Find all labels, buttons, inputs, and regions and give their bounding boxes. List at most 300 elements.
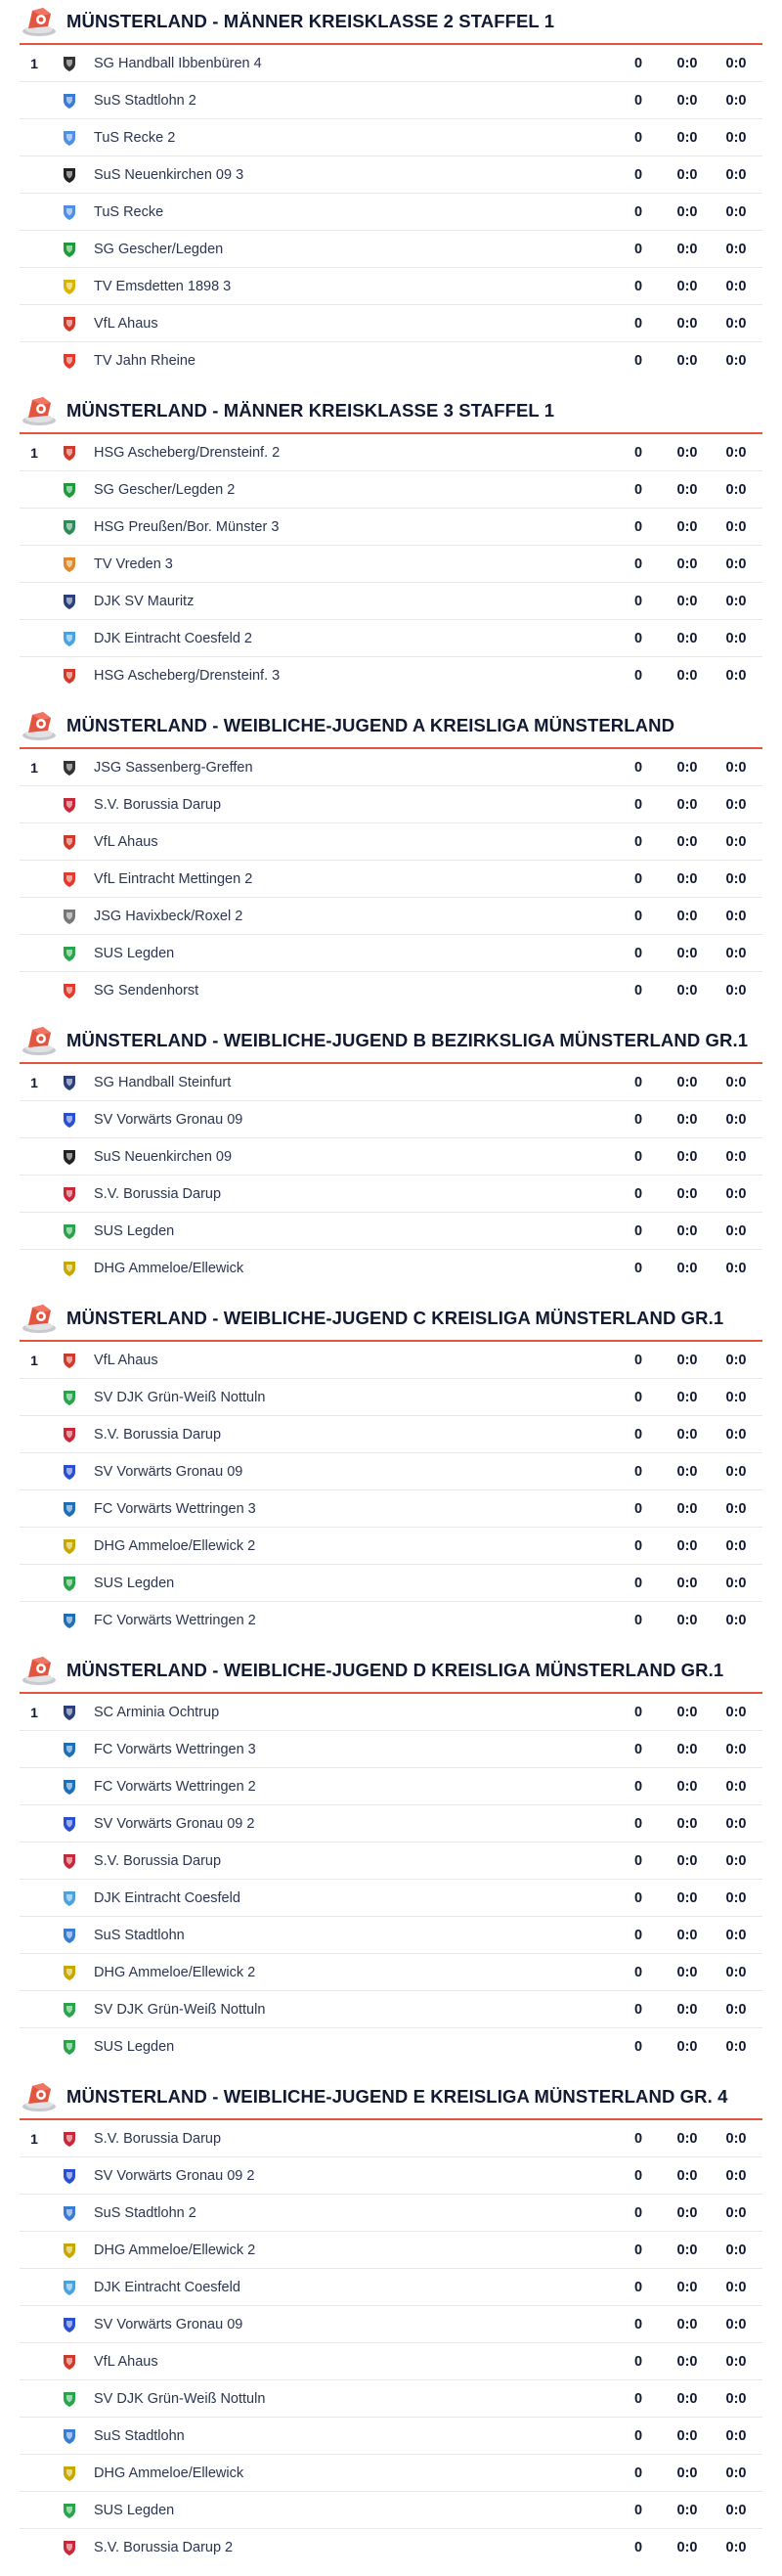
league-title[interactable]: MÜNSTERLAND - MÄNNER KREISKLASSE 3 STAFFEL 1 (66, 400, 555, 421)
team-row[interactable] (20, 2232, 762, 2269)
team-row[interactable] (20, 471, 762, 509)
team-name-link[interactable]: DJK Eintracht Coesfeld (94, 1889, 240, 1906)
goals-ratio: 0:0 (676, 833, 698, 850)
team-row[interactable] (20, 509, 762, 546)
goals-ratio: 0:0 (676, 1575, 698, 1591)
team-row[interactable] (20, 1176, 762, 1213)
club-crest-green-icon (61, 1575, 78, 1592)
team-row[interactable] (20, 1528, 762, 1565)
club-crest-red-icon (61, 2539, 78, 2556)
games-played: 0 (633, 593, 643, 609)
games-played: 0 (633, 1148, 643, 1165)
team-row[interactable] (20, 1805, 762, 1843)
club-crest-blue-icon (61, 2167, 78, 2185)
team-name-link[interactable]: FC Vorwärts Wettringen 3 (94, 1741, 256, 1757)
team-row[interactable] (20, 898, 762, 935)
team-row[interactable] (20, 2529, 762, 2566)
club-crest-green-icon (61, 1222, 78, 1240)
team-name-link[interactable]: TuS Recke (94, 203, 164, 220)
points-ratio: 0:0 (725, 2390, 747, 2407)
club-crest-orange-icon (61, 555, 78, 573)
goals-ratio: 0:0 (676, 2465, 698, 2481)
points-ratio: 0:0 (725, 870, 747, 887)
games-played: 0 (633, 1575, 643, 1591)
points-ratio: 0:0 (725, 2540, 747, 2555)
goals-ratio: 0:0 (676, 278, 698, 294)
goals-ratio: 0:0 (676, 1741, 698, 1757)
goals-ratio: 0:0 (676, 945, 698, 961)
team-row[interactable] (20, 342, 762, 379)
goals-ratio: 0:0 (676, 2130, 698, 2147)
games-played: 0 (633, 1741, 643, 1757)
team-name-link[interactable]: VfL Ahaus (94, 2353, 158, 2370)
club-crest-black-icon (61, 1148, 78, 1166)
team-row[interactable] (20, 434, 762, 471)
team-name-link[interactable]: VfL Ahaus (94, 315, 158, 332)
team-name-link[interactable]: FC Vorwärts Wettringen 2 (94, 1613, 256, 1628)
team-row[interactable] (20, 972, 762, 1009)
points-ratio: 0:0 (725, 1927, 747, 1943)
team-row[interactable] (20, 583, 762, 620)
team-name-link[interactable]: TuS Recke 2 (94, 129, 176, 146)
team-rank: 1 (30, 1704, 38, 1720)
team-row[interactable] (20, 1213, 762, 1250)
team-name-link[interactable]: S.V. Borussia Darup (94, 1426, 222, 1443)
club-crest-blue-icon (61, 2427, 78, 2445)
games-played: 0 (633, 518, 643, 535)
games-played: 0 (633, 1185, 643, 1202)
club-crest-yellow-icon (61, 1964, 78, 1981)
club-crest-red-icon (61, 870, 78, 888)
team-row[interactable] (20, 2120, 762, 2157)
team-name-link[interactable]: SuS Stadtlohn (94, 2427, 185, 2444)
team-name-link[interactable]: FC Vorwärts Wettringen 2 (94, 1778, 256, 1795)
games-played: 0 (633, 555, 643, 572)
team-name-link[interactable]: SG Handball Ibbenbüren 4 (94, 55, 262, 71)
goals-ratio: 0:0 (676, 668, 698, 684)
points-ratio: 0:0 (725, 833, 747, 850)
games-played: 0 (633, 2279, 643, 2295)
league-title[interactable]: MÜNSTERLAND - WEIBLICHE-JUGEND A KREISLIGA MÜNSTERLAND (66, 715, 675, 735)
league-header (20, 1649, 762, 1694)
team-name-link[interactable]: TV Emsdetten 1898 3 (94, 278, 232, 294)
team-row[interactable] (20, 823, 762, 861)
team-row[interactable] (20, 657, 762, 694)
team-name-link[interactable]: SV Vorwärts Gronau 09 (94, 2316, 243, 2332)
team-row[interactable] (20, 786, 762, 823)
team-name-link[interactable]: SuS Neuenkirchen 09 3 (94, 166, 244, 183)
points-ratio: 0:0 (725, 1222, 747, 1239)
goals-ratio: 0:0 (676, 353, 698, 369)
team-row[interactable] (20, 935, 762, 972)
team-name-link[interactable]: VfL Ahaus (94, 833, 158, 850)
games-played: 0 (633, 2540, 643, 2555)
points-ratio: 0:0 (725, 1426, 747, 1443)
team-name-link[interactable]: TV Jahn Rheine (94, 353, 196, 369)
club-crest-blue-icon (61, 1500, 78, 1518)
points-ratio: 0:0 (725, 1815, 747, 1832)
games-played: 0 (633, 129, 643, 146)
club-crest-green-icon (61, 518, 78, 536)
games-played: 0 (633, 2427, 643, 2444)
team-row[interactable] (20, 546, 762, 583)
team-name-link[interactable]: DHG Ammeloe/Ellewick (94, 2465, 244, 2481)
team-name-link[interactable]: SG Gescher/Legden (94, 241, 224, 257)
goals-ratio: 0:0 (676, 759, 698, 776)
points-ratio: 0:0 (725, 2465, 747, 2481)
team-row[interactable] (20, 2455, 762, 2492)
team-row[interactable] (20, 1342, 762, 1379)
league-title[interactable]: MÜNSTERLAND - WEIBLICHE-JUGEND B BEZIRKSLIGA MÜNSTERLAND GR.1 (66, 1030, 749, 1050)
team-row[interactable] (20, 861, 762, 898)
club-crest-black-icon (61, 55, 78, 72)
goals-ratio: 0:0 (676, 2039, 698, 2055)
team-name-link[interactable]: SG Handball Steinfurt (94, 1074, 232, 1090)
team-name-link[interactable]: SV DJK Grün-Weiß Nottuln (94, 2001, 266, 2018)
points-ratio: 0:0 (725, 668, 747, 684)
team-name-link[interactable]: SUS Legden (94, 2039, 175, 2055)
team-row[interactable] (20, 620, 762, 657)
team-row[interactable] (20, 268, 762, 305)
points-ratio: 0:0 (725, 1852, 747, 1869)
points-ratio: 0:0 (725, 2316, 747, 2332)
team-row[interactable] (20, 45, 762, 82)
games-played: 0 (633, 2465, 643, 2481)
team-row[interactable] (20, 1917, 762, 1954)
team-row[interactable] (20, 2306, 762, 2343)
team-name-link[interactable]: HSG Preußen/Bor. Münster 3 (94, 518, 280, 535)
goals-ratio: 0:0 (676, 593, 698, 609)
club-crest-yellow-icon (61, 1537, 78, 1555)
goals-ratio: 0:0 (676, 2204, 698, 2221)
club-crest-green-icon (61, 945, 78, 962)
team-name-link[interactable]: VfL Eintracht Mettingen 2 (94, 870, 253, 887)
points-ratio: 0:0 (725, 1741, 747, 1757)
team-name-link[interactable]: DHG Ammeloe/Ellewick (94, 1261, 244, 1276)
team-name-link[interactable]: DJK SV Mauritz (94, 593, 195, 609)
points-ratio: 0:0 (725, 1778, 747, 1795)
points-ratio: 0:0 (725, 1261, 747, 1276)
league-title[interactable]: MÜNSTERLAND - MÄNNER KREISKLASSE 2 STAFFEL 1 (66, 11, 555, 31)
club-crest-yellow-icon (61, 278, 78, 295)
games-played: 0 (633, 908, 643, 924)
club-crest-black-icon (61, 759, 78, 777)
goals-ratio: 0:0 (676, 1111, 698, 1128)
team-name-link[interactable]: SG Gescher/Legden 2 (94, 481, 236, 498)
team-name-link[interactable]: DHG Ammeloe/Ellewick 2 (94, 1537, 256, 1554)
games-played: 0 (633, 759, 643, 776)
club-crest-green-icon (61, 2390, 78, 2408)
points-ratio: 0:0 (725, 129, 747, 146)
goals-ratio: 0:0 (676, 1222, 698, 1239)
league-title[interactable]: MÜNSTERLAND - WEIBLICHE-JUGEND C KREISLIGA MÜNSTERLAND GR.1 (66, 1308, 724, 1328)
club-crest-red-icon (61, 352, 78, 370)
games-played: 0 (633, 2502, 643, 2518)
games-played: 0 (633, 2167, 643, 2184)
team-row[interactable] (20, 194, 762, 231)
team-row[interactable] (20, 2380, 762, 2418)
games-played: 0 (633, 203, 643, 220)
points-ratio: 0:0 (725, 908, 747, 924)
games-played: 0 (633, 2001, 643, 2018)
team-rank: 1 (30, 1352, 38, 1368)
team-name-link[interactable]: SuS Stadtlohn 2 (94, 92, 196, 109)
team-name-link[interactable]: JSG Sassenberg-Greffen (94, 759, 253, 776)
team-name-link[interactable]: SC Arminia Ochtrup (94, 1704, 220, 1720)
league-table (20, 2075, 762, 2566)
goals-ratio: 0:0 (676, 630, 698, 646)
team-row[interactable] (20, 749, 762, 786)
points-ratio: 0:0 (725, 55, 747, 71)
team-row[interactable] (20, 1101, 762, 1138)
games-played: 0 (633, 1537, 643, 1554)
team-name-link[interactable]: DJK Eintracht Coesfeld 2 (94, 630, 252, 646)
club-crest-green-icon (61, 1389, 78, 1406)
team-row[interactable] (20, 1731, 762, 1768)
points-ratio: 0:0 (725, 315, 747, 332)
team-name-link[interactable]: SV DJK Grün-Weiß Nottuln (94, 1389, 266, 1405)
league-logo-icon (20, 709, 59, 742)
goals-ratio: 0:0 (676, 518, 698, 535)
team-row[interactable] (20, 1694, 762, 1731)
points-ratio: 0:0 (725, 759, 747, 776)
league-table (20, 704, 762, 1009)
points-ratio: 0:0 (725, 2502, 747, 2518)
club-crest-blue-icon (61, 2316, 78, 2333)
team-row[interactable] (20, 1064, 762, 1101)
games-played: 0 (633, 1815, 643, 1832)
club-crest-lightblue-icon (61, 1889, 78, 1907)
goals-ratio: 0:0 (676, 1463, 698, 1480)
team-name-link[interactable]: SuS Stadtlohn (94, 1927, 185, 1943)
team-row[interactable] (20, 305, 762, 342)
games-played: 0 (633, 1352, 643, 1368)
points-ratio: 0:0 (725, 2353, 747, 2370)
team-row[interactable] (20, 2269, 762, 2306)
games-played: 0 (633, 2242, 643, 2258)
games-played: 0 (633, 2039, 643, 2055)
team-name-link[interactable]: SUS Legden (94, 2502, 175, 2518)
points-ratio: 0:0 (725, 241, 747, 257)
goals-ratio: 0:0 (676, 166, 698, 183)
goals-ratio: 0:0 (676, 2427, 698, 2444)
goals-ratio: 0:0 (676, 315, 698, 332)
games-played: 0 (633, 2390, 643, 2407)
points-ratio: 0:0 (725, 1500, 747, 1517)
games-played: 0 (633, 2130, 643, 2147)
team-row[interactable] (20, 1768, 762, 1805)
goals-ratio: 0:0 (676, 983, 698, 999)
team-row[interactable] (20, 2028, 762, 2065)
club-crest-red-icon (61, 1852, 78, 1870)
points-ratio: 0:0 (725, 1575, 747, 1591)
team-name-link[interactable]: SG Sendenhorst (94, 983, 199, 999)
team-name-link[interactable]: SUS Legden (94, 1222, 175, 1239)
team-name-link[interactable]: VfL Ahaus (94, 1352, 158, 1368)
team-name-link[interactable]: DHG Ammeloe/Ellewick 2 (94, 2242, 256, 2258)
club-crest-yellow-icon (61, 1260, 78, 1277)
points-ratio: 0:0 (725, 1613, 747, 1628)
points-ratio: 0:0 (725, 593, 747, 609)
games-played: 0 (633, 241, 643, 257)
points-ratio: 0:0 (725, 1111, 747, 1128)
goals-ratio: 0:0 (676, 908, 698, 924)
team-name-link[interactable]: SV DJK Grün-Weiß Nottuln (94, 2390, 266, 2407)
team-row[interactable] (20, 1490, 762, 1528)
team-name-link[interactable]: SV Vorwärts Gronau 09 (94, 1111, 243, 1128)
club-crest-green-icon (61, 241, 78, 258)
team-row[interactable] (20, 1954, 762, 1991)
team-row[interactable] (20, 119, 762, 156)
club-crest-red-icon (61, 315, 78, 333)
team-row[interactable] (20, 1843, 762, 1880)
section-gap (0, 379, 782, 389)
team-name-link[interactable]: JSG Havixbeck/Roxel 2 (94, 908, 243, 924)
club-crest-red-icon (61, 444, 78, 462)
team-row[interactable] (20, 2343, 762, 2380)
league-header (20, 0, 762, 45)
team-row[interactable] (20, 2195, 762, 2232)
goals-ratio: 0:0 (676, 1074, 698, 1090)
points-ratio: 0:0 (725, 2167, 747, 2184)
team-row[interactable] (20, 231, 762, 268)
points-ratio: 0:0 (725, 555, 747, 572)
team-row[interactable] (20, 1602, 762, 1639)
club-crest-blue-icon (61, 1778, 78, 1796)
team-row[interactable] (20, 1416, 762, 1453)
team-name-link[interactable]: S.V. Borussia Darup (94, 796, 222, 813)
points-ratio: 0:0 (725, 1704, 747, 1720)
team-row[interactable] (20, 1880, 762, 1917)
team-rank: 1 (30, 444, 38, 461)
goals-ratio: 0:0 (676, 444, 698, 461)
section-gap (0, 1009, 782, 1019)
club-crest-navy-icon (61, 1704, 78, 1721)
points-ratio: 0:0 (725, 1389, 747, 1405)
goals-ratio: 0:0 (676, 1537, 698, 1554)
goals-ratio: 0:0 (676, 2167, 698, 2184)
club-crest-navy-icon (61, 593, 78, 610)
games-played: 0 (633, 1222, 643, 1239)
club-crest-blue-icon (61, 92, 78, 110)
team-row[interactable] (20, 1379, 762, 1416)
points-ratio: 0:0 (725, 444, 747, 461)
goals-ratio: 0:0 (676, 1613, 698, 1628)
team-name-link[interactable]: HSG Ascheberg/Drensteinf. 3 (94, 668, 281, 684)
goals-ratio: 0:0 (676, 2502, 698, 2518)
points-ratio: 0:0 (725, 353, 747, 369)
goals-ratio: 0:0 (676, 92, 698, 109)
team-name-link[interactable]: FC Vorwärts Wettringen 3 (94, 1500, 256, 1517)
team-row[interactable] (20, 2492, 762, 2529)
points-ratio: 0:0 (725, 2039, 747, 2055)
points-ratio: 0:0 (725, 1964, 747, 1980)
league-title[interactable]: MÜNSTERLAND - WEIBLICHE-JUGEND E KREISLIGA MÜNSTERLAND GR. 4 (66, 2086, 728, 2107)
team-name-link[interactable]: SUS Legden (94, 945, 175, 961)
league-table (20, 0, 762, 379)
league-table (20, 1019, 762, 1287)
league-header (20, 704, 762, 749)
points-ratio: 0:0 (725, 2001, 747, 2018)
league-title[interactable]: MÜNSTERLAND - WEIBLICHE-JUGEND D KREISLIGA MÜNSTERLAND GR.1 (66, 1660, 724, 1680)
team-row[interactable] (20, 82, 762, 119)
games-played: 0 (633, 945, 643, 961)
team-name-link[interactable]: S.V. Borussia Darup 2 (94, 2540, 234, 2555)
team-name-link[interactable]: DHG Ammeloe/Ellewick 2 (94, 1964, 256, 1980)
games-played: 0 (633, 796, 643, 813)
games-played: 0 (633, 630, 643, 646)
points-ratio: 0:0 (725, 278, 747, 294)
points-ratio: 0:0 (725, 630, 747, 646)
league-header (20, 389, 762, 434)
goals-ratio: 0:0 (676, 555, 698, 572)
games-played: 0 (633, 2204, 643, 2221)
games-played: 0 (633, 2316, 643, 2332)
team-name-link[interactable]: SuS Neuenkirchen 09 (94, 1148, 233, 1165)
team-rank: 1 (30, 759, 38, 776)
team-row[interactable] (20, 2157, 762, 2195)
team-name-link[interactable]: TV Vreden 3 (94, 555, 173, 572)
team-name-link[interactable]: S.V. Borussia Darup (94, 1185, 222, 1202)
team-rank: 1 (30, 2130, 38, 2147)
team-name-link[interactable]: SV Vorwärts Gronau 09 2 (94, 1815, 255, 1832)
games-played: 0 (633, 833, 643, 850)
games-played: 0 (633, 1613, 643, 1628)
goals-ratio: 0:0 (676, 481, 698, 498)
points-ratio: 0:0 (725, 2427, 747, 2444)
team-row[interactable] (20, 1453, 762, 1490)
goals-ratio: 0:0 (676, 1852, 698, 1869)
team-row[interactable] (20, 2418, 762, 2455)
points-ratio: 0:0 (725, 2242, 747, 2258)
team-name-link[interactable]: HSG Ascheberg/Drensteinf. 2 (94, 444, 281, 461)
team-name-link[interactable]: S.V. Borussia Darup (94, 1852, 222, 1869)
club-crest-red-icon (61, 796, 78, 814)
team-row[interactable] (20, 156, 762, 194)
points-ratio: 0:0 (725, 518, 747, 535)
team-name-link[interactable]: SV Vorwärts Gronau 09 (94, 1463, 243, 1480)
team-name-link[interactable]: SV Vorwärts Gronau 09 2 (94, 2167, 255, 2184)
club-crest-red-icon (61, 667, 78, 685)
games-played: 0 (633, 1463, 643, 1480)
league-header (20, 1019, 762, 1064)
team-name-link[interactable]: DJK Eintracht Coesfeld (94, 2279, 240, 2295)
games-played: 0 (633, 1778, 643, 1795)
goals-ratio: 0:0 (676, 1261, 698, 1276)
team-name-link[interactable]: S.V. Borussia Darup (94, 2130, 222, 2147)
team-rank: 1 (30, 55, 38, 71)
team-name-link[interactable]: SuS Stadtlohn 2 (94, 2204, 196, 2221)
team-row[interactable] (20, 1565, 762, 1602)
club-crest-green-icon (61, 2038, 78, 2056)
team-row[interactable] (20, 1991, 762, 2028)
club-crest-black-icon (61, 166, 78, 184)
team-row[interactable] (20, 1138, 762, 1176)
points-ratio: 0:0 (725, 1352, 747, 1368)
games-played: 0 (633, 1261, 643, 1276)
league-logo-icon (20, 1654, 59, 1687)
team-name-link[interactable]: SUS Legden (94, 1575, 175, 1591)
games-played: 0 (633, 1927, 643, 1943)
team-row[interactable] (20, 1250, 762, 1287)
goals-ratio: 0:0 (676, 1389, 698, 1405)
games-played: 0 (633, 983, 643, 999)
points-ratio: 0:0 (725, 481, 747, 498)
goals-ratio: 0:0 (676, 129, 698, 146)
league-header (20, 2075, 762, 2120)
club-crest-blue-icon (61, 2204, 78, 2222)
league-table (20, 389, 762, 694)
